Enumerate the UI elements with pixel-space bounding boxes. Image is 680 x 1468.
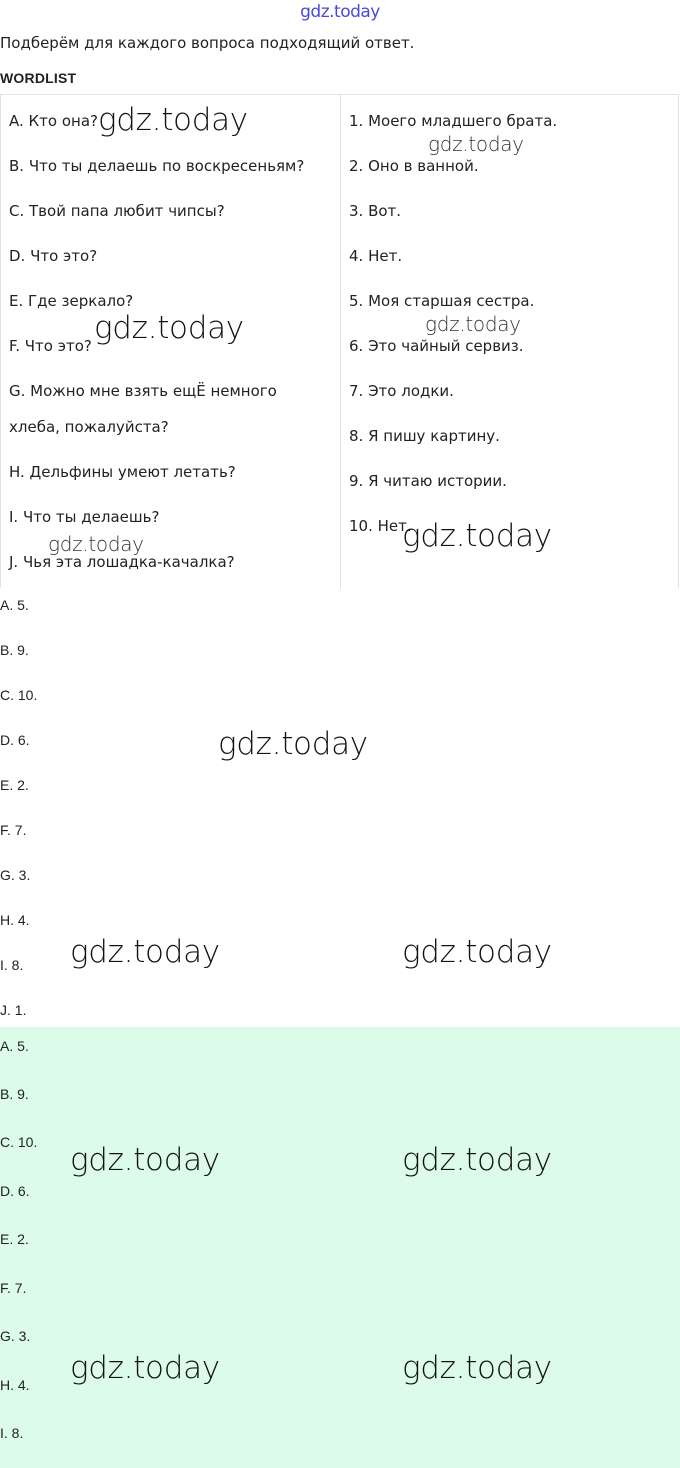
response-1: 1. Моего младшего брата. <box>349 112 558 130</box>
answer-f: F. 7. <box>0 822 27 838</box>
question-e: E. Где зеркало? <box>9 292 134 310</box>
answer-d: D. 6. <box>0 732 30 748</box>
question-g: G. Можно мне взять ещЁ немного <box>9 382 277 400</box>
answer-b: B. 9. <box>0 642 29 658</box>
watermark: gdz.today <box>402 1142 552 1178</box>
watermark: gdz.today <box>425 312 521 336</box>
answer-g: G. 3. <box>0 867 31 883</box>
column-divider <box>340 95 341 589</box>
highlighted-answer-i: I. 8. <box>0 1425 24 1441</box>
watermark: gdz.today <box>402 1350 552 1386</box>
watermark: gdz.today <box>94 310 244 346</box>
watermark: gdz.today <box>402 934 552 970</box>
question-f: F. Что это? <box>9 337 92 355</box>
answer-a: A. 5. <box>0 597 29 613</box>
response-9: 9. Я читаю истории. <box>349 472 507 490</box>
answer-c: C. 10. <box>0 687 38 703</box>
highlighted-answer-c: C. 10. <box>0 1134 38 1150</box>
answer-j: J. 1. <box>0 1002 27 1018</box>
response-8: 8. Я пишу картину. <box>349 427 500 445</box>
response-5: 5. Моя старшая сестра. <box>349 292 535 310</box>
answer-h: H. 4. <box>0 912 30 928</box>
instruction-text: Подберём для каждого вопроса подходящий ответ. <box>0 34 415 52</box>
response-10: 10. Нет. <box>349 517 412 535</box>
response-3: 3. Вот. <box>349 202 402 220</box>
question-c: C. Твой папа любит чипсы? <box>9 202 225 220</box>
question-j: J. Чья эта лошадка-качалка? <box>9 553 235 571</box>
question-b: B. Что ты делаешь по воскресеньям? <box>9 157 305 175</box>
question-d: D. Что это? <box>9 247 98 265</box>
watermark: gdz.today <box>70 1350 220 1386</box>
response-4: 4. Нет. <box>349 247 403 265</box>
question-a: A. Кто она? <box>9 112 99 130</box>
watermark: gdz.today <box>48 532 144 556</box>
highlighted-answer-d: D. 6. <box>0 1183 30 1199</box>
answer-e: E. 2. <box>0 777 29 793</box>
question-g-continued: хлеба, пожалуйста? <box>9 418 169 436</box>
watermark: gdz.today <box>70 1142 220 1178</box>
wordlist-title: WORDLIST <box>0 70 77 86</box>
highlighted-answer-e: E. 2. <box>0 1231 29 1247</box>
highlighted-answer-h: H. 4. <box>0 1377 30 1393</box>
watermark: gdz.today <box>70 934 220 970</box>
highlighted-answer-g: G. 3. <box>0 1328 31 1344</box>
highlighted-answers-list <box>0 1027 680 1468</box>
answer-i: I. 8. <box>0 957 24 973</box>
highlighted-answer-a: A. 5. <box>0 1038 29 1054</box>
watermark: gdz.today <box>218 726 368 762</box>
watermark: gdz.today <box>98 102 248 138</box>
watermark: gdz.today <box>402 518 552 554</box>
question-h: H. Дельфины умеют летать? <box>9 463 236 481</box>
highlighted-answer-f: F. 7. <box>0 1280 27 1296</box>
highlighted-answer-b: B. 9. <box>0 1086 29 1102</box>
site-watermark-header: gdz.today <box>300 2 380 22</box>
question-i: I. Что ты делаешь? <box>9 508 160 526</box>
watermark: gdz.today <box>428 132 524 156</box>
response-7: 7. Это лодки. <box>349 382 454 400</box>
response-2: 2. Оно в ванной. <box>349 157 479 175</box>
response-6: 6. Это чайный сервиз. <box>349 337 524 355</box>
